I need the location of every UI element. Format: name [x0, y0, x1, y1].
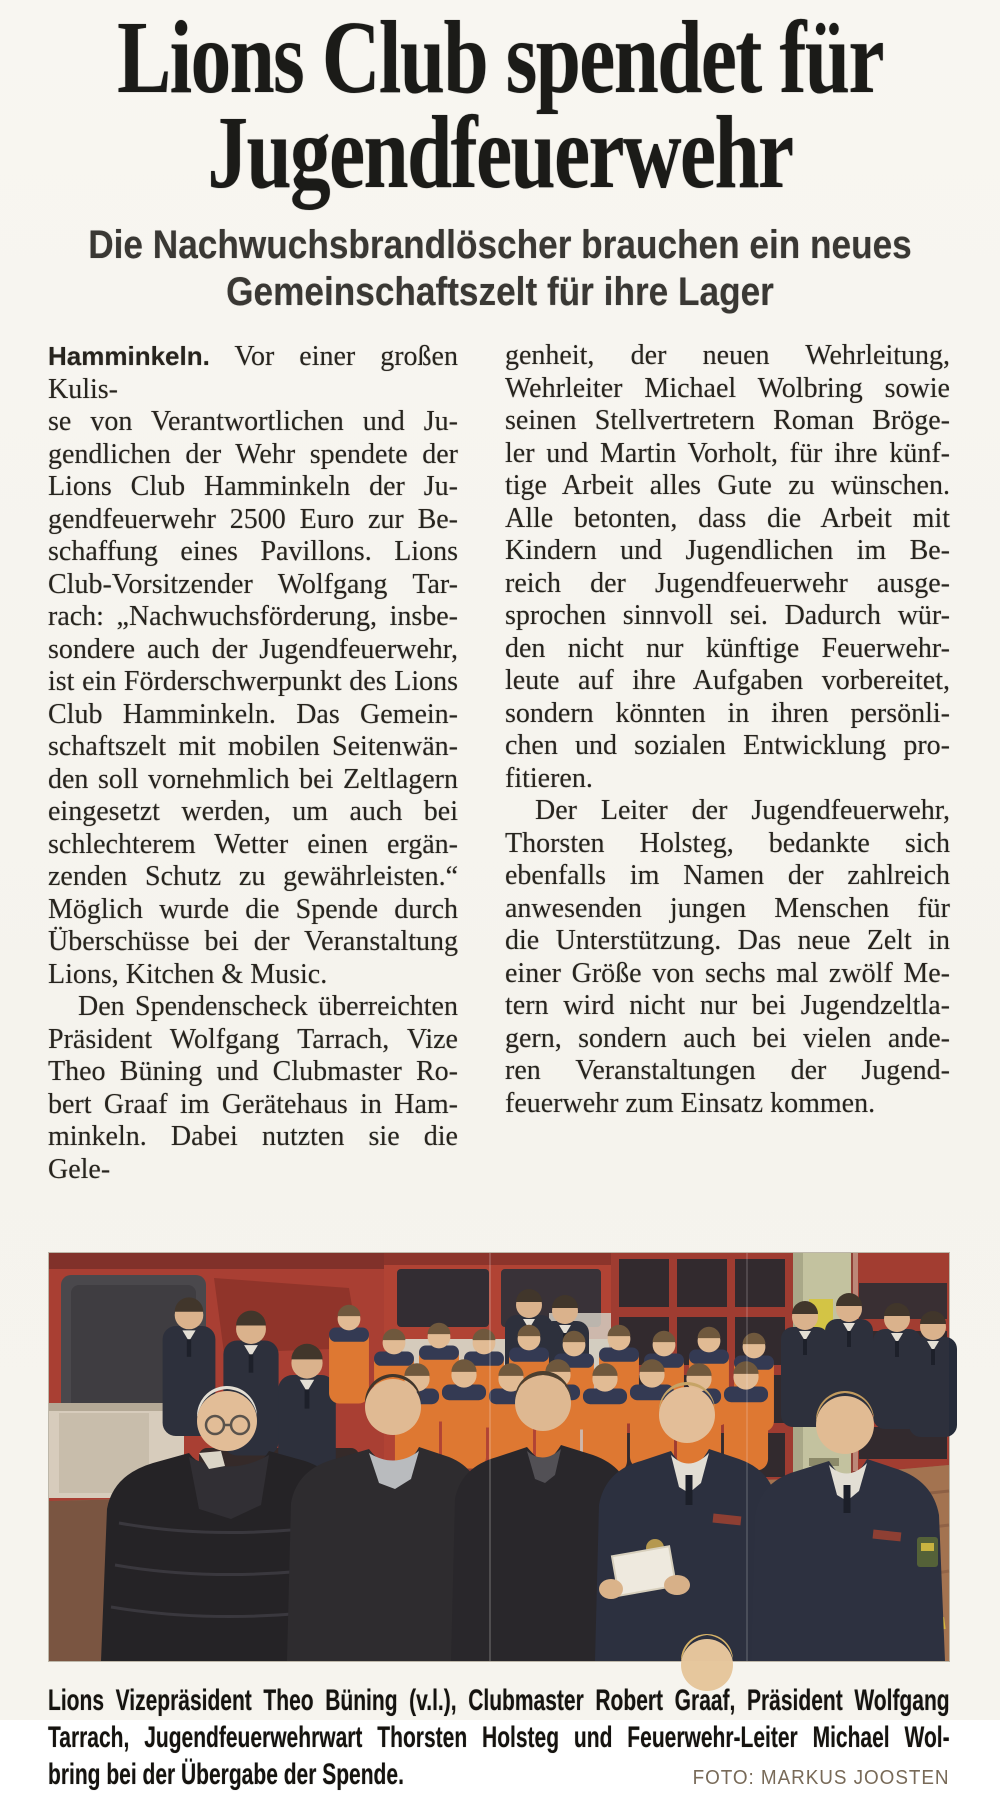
body-text-line: schlechterem Wetter einen ergän- [48, 828, 458, 860]
body-text-line: Der Leiter der Jugendfeuerwehr, [535, 795, 950, 826]
photo-caption [48, 1682, 950, 1797]
body-text-line: schaftszelt mit mobilen Seitenwän- [48, 731, 458, 762]
body-text-line: sondern könnten in ihren persönli- [505, 697, 950, 729]
body-text-line: tige Arbeit alles Gute zu wünschen. [505, 470, 950, 501]
body-text-line: Wehrleiter Michael Wolbring sowie [505, 372, 950, 404]
body-text-line: reich der Jugendfeuerwehr ausge- [505, 567, 950, 599]
article-subhead [60, 222, 940, 316]
left-column-lines [48, 406, 458, 1186]
body-text-line: Kindern und Jugendlichen im Be- [505, 535, 950, 566]
caption-last-text: bring bei der Übergabe der Spende. [48, 1758, 404, 1791]
body-text-line: ler und Martin Vorholt, für ihre künf- [505, 437, 950, 469]
body-text-line: fitieren. [505, 762, 593, 794]
body-text-line: leute auf ihre Aufgaben vorbereitet, [505, 665, 950, 696]
body-text-line: anwesenden jungen Menschen für [505, 892, 950, 924]
body-text-line: Möglich wurde die Spende durch [48, 893, 458, 925]
article-body [48, 340, 950, 1186]
article-photo [48, 1252, 950, 1662]
body-text-line: Lions, Kitchen & Music. [48, 958, 328, 990]
photo-credit: FOTO: MARKUS JOOSTEN [692, 1767, 950, 1789]
body-text-line: zenden Schutz zu gewährleisten.“ [48, 861, 458, 892]
body-text-line: Thorsten Holsteg, bedankte sich [505, 827, 950, 859]
body-text-line: ist ein Förderschwerpunkt des Lions [48, 666, 458, 697]
body-column-left [48, 340, 458, 1186]
subhead-line-1: Die Nachwuchsbrandlöscher brauchen ein neues [88, 223, 912, 267]
body-text-line: minkeln. Dabei nutzten sie die Gele- [48, 1121, 458, 1185]
body-text-line: gendfeuerwehr 2500 Euro zur Be- [48, 503, 458, 535]
article-headline [0, 0, 1000, 210]
body-text-line: tern wird nicht nur bei Jugendzeltla- [505, 990, 950, 1021]
body-text-line: chen und sozialen Entwicklung pro- [505, 730, 950, 761]
caption-line: Tarrach, Jugendfeuerwehrwart Thorsten Holsteg und Feuerwehr-Leiter Michael Wol- [48, 1721, 950, 1754]
first-line-text: Vor einer großen Kulis- [48, 341, 458, 405]
body-text-line: rach: „Nachwuchsförderung, insbe- [48, 601, 458, 632]
body-text-line: genheit, der neuen Wehrleitung, [505, 340, 950, 371]
caption-lines [48, 1682, 950, 1756]
body-text-line: Club Hamminkeln. Das Gemein- [48, 698, 458, 730]
body-text-line: gern, sondern auch bei vielen ande- [505, 1022, 950, 1054]
body-text-line: sprochen sinnvoll sei. Dadurch wür- [505, 600, 950, 631]
body-column-right [505, 340, 950, 1186]
caption-last-line [48, 1756, 950, 1797]
body-text-line: die Unterstützung. Das neue Zelt in [505, 925, 950, 956]
body-text-line: Lions Club Hamminkeln der Ju- [48, 471, 458, 502]
photo-illustration [49, 1253, 949, 1661]
body-text-line: Club-Vorsitzender Wolfgang Tar- [48, 568, 458, 600]
body-text-line: se von Verantwortlichen und Ju- [48, 406, 458, 437]
body-text-line: Präsident Wolfgang Tarrach, Vize [48, 1023, 458, 1055]
body-text-line: Theo Büning und Clubmaster Ro- [48, 1056, 458, 1087]
body-first-line [48, 340, 458, 406]
body-text-line: ebenfalls im Namen der zahlreich [505, 860, 950, 891]
caption-line: Lions Vizepräsident Theo Büning (v.l.), Clubmaster Robert Graaf, Präsident Wolfgang [48, 1684, 950, 1717]
headline-line-2: Jugendfeuerwehr [207, 95, 793, 210]
body-text-line: Alle betonten, dass die Arbeit mit [505, 502, 950, 534]
body-text-line: seinen Stellvertretern Roman Bröge- [505, 405, 950, 436]
headline-line-1: Lions Club spendet für [117, 0, 883, 115]
body-text-line: bert Graaf im Gerätehaus in Ham- [48, 1088, 458, 1120]
body-text-line: einer Größe von sechs mal zwölf Me- [505, 957, 950, 989]
body-text-line: ren Veranstaltungen der Jugend- [505, 1055, 950, 1086]
body-text-line: sondere auch der Jugendfeuerwehr, [48, 633, 458, 665]
body-text-line: eingesetzt werden, um auch bei [48, 796, 458, 827]
body-text-line: Den Spendenscheck überreichten [78, 991, 458, 1022]
body-text-line: schaffung eines Pavillons. Lions [48, 536, 458, 567]
body-text-line: feuerwehr zum Einsatz kommen. [505, 1087, 876, 1119]
body-text-line: den soll vornehmlich bei Zeltlagern [48, 763, 458, 795]
dateline-lead: Hamminkeln. [48, 341, 210, 371]
body-text-line: Überschüsse bei der Veranstaltung [48, 926, 458, 957]
right-column-lines [505, 340, 950, 1120]
body-text-line: den nicht nur künftige Feuerwehr- [505, 632, 950, 664]
body-text-line: gendlichen der Wehr spendete der [48, 438, 458, 470]
subhead-line-2: Gemeinschaftszelt für ihre Lager [226, 270, 774, 314]
